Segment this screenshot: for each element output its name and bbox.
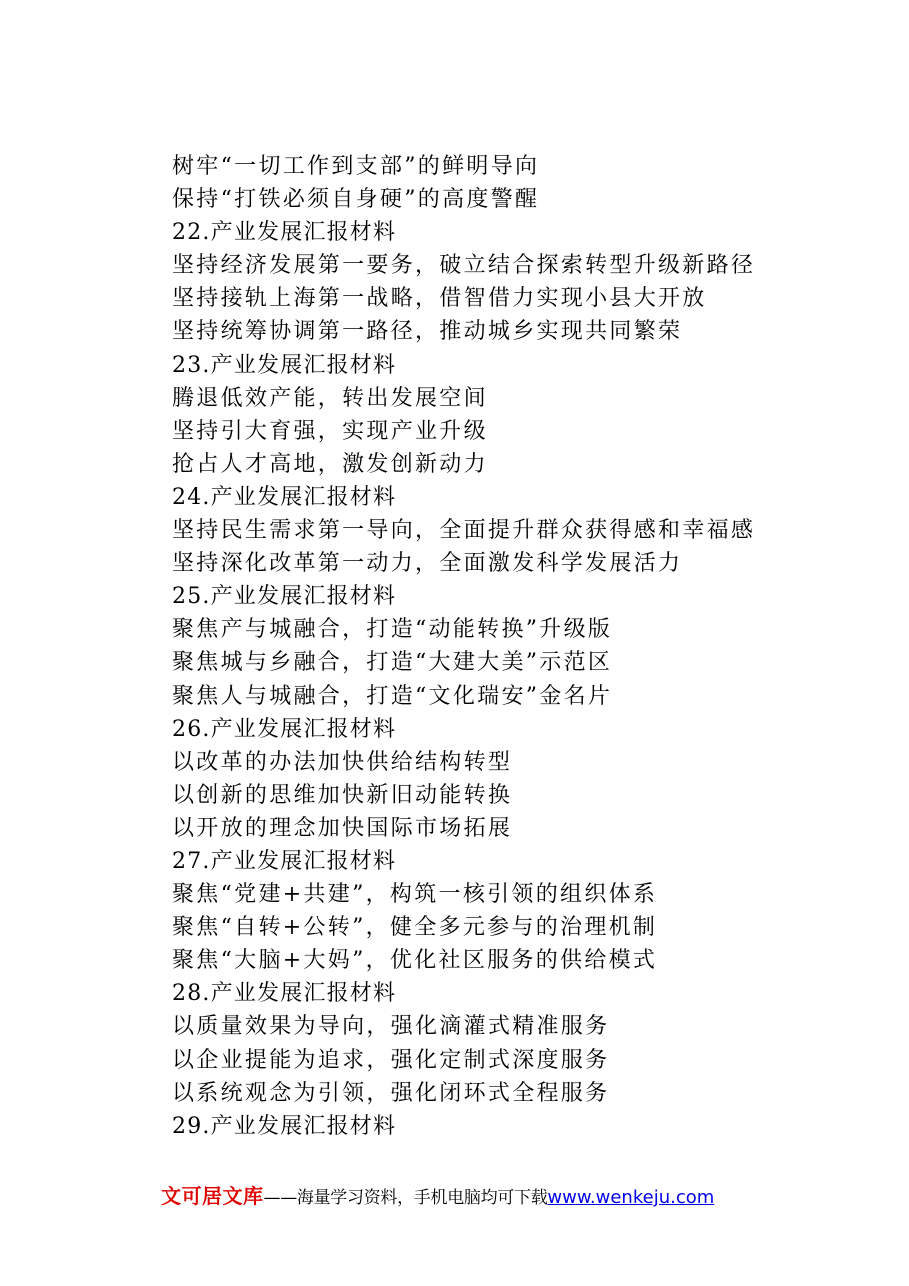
- document-body: [172, 150, 872, 1143]
- text-line: 腾退低效产能，转出发展空间: [172, 385, 488, 411]
- text-line: 坚持深化改革第一动力，全面激发科学发展活力: [172, 551, 683, 577]
- text-line: 以质量效果为导向，强化滴灌式精准服务: [172, 1014, 610, 1040]
- section-heading: 23.产业发展汇报材料: [172, 352, 397, 378]
- footer-brand: 文可居文库: [161, 1184, 264, 1208]
- text-line: 聚焦“自转+公转”，健全多元参与的治理机制: [172, 915, 658, 941]
- footer-tagline: ——海量学习资料，手机电脑均可下载: [263, 1188, 548, 1208]
- text-line: 坚持统筹协调第一路径，推动城乡实现共同繁荣: [172, 319, 683, 345]
- text-line: 聚焦人与城融合，打造“文化瑞安”金名片: [172, 683, 613, 709]
- text-line: 坚持接轨上海第一战略，借智借力实现小县大开放: [172, 286, 707, 312]
- section-heading: 24.产业发展汇报材料: [172, 484, 397, 510]
- footer-website-link[interactable]: www.wenkeju.com: [547, 1187, 715, 1208]
- section-heading: 27.产业发展汇报材料: [172, 848, 397, 874]
- text-line: 坚持民生需求第一导向，全面提升群众获得感和幸福感: [172, 518, 756, 544]
- section-heading: 28.产业发展汇报材料: [172, 981, 397, 1007]
- text-line: 以企业提能为追求，强化定制式深度服务: [172, 1047, 610, 1073]
- section-heading: 26.产业发展汇报材料: [172, 716, 397, 742]
- text-line: 树牢“一切工作到支部”的鲜明导向: [172, 154, 540, 179]
- footer-watermark: [161, 1181, 714, 1211]
- text-line: 以系统观念为引领，强化闭环式全程服务: [172, 1080, 610, 1106]
- text-line: 聚焦“大脑+大妈”，优化社区服务的供给模式: [172, 948, 658, 974]
- section-heading: 29.产业发展汇报材料: [172, 1113, 397, 1139]
- text-line: 聚焦“党建+共建”，构筑一核引领的组织体系: [172, 882, 658, 908]
- section-heading: 25.产业发展汇报材料: [172, 584, 397, 610]
- text-line: 抢占人才高地，激发创新动力: [172, 451, 488, 477]
- text-line: 坚持经济发展第一要务，破立结合探索转型升级新路径: [172, 253, 756, 279]
- text-line: 保持“打铁必须自身硬”的高度警醒: [172, 187, 540, 213]
- section-heading: 22.产业发展汇报材料: [172, 220, 397, 246]
- text-line: 坚持引大育强，实现产业升级: [172, 418, 488, 444]
- text-line: 以开放的理念加快国际市场拓展: [172, 815, 513, 841]
- text-line: 以创新的思维加快新旧动能转换: [172, 782, 513, 808]
- text-line: 以改革的办法加快供给结构转型: [172, 749, 513, 775]
- text-line: 聚焦城与乡融合，打造“大建大美”示范区: [172, 650, 613, 676]
- text-line: 聚焦产与城融合，打造“动能转换”升级版: [172, 617, 613, 643]
